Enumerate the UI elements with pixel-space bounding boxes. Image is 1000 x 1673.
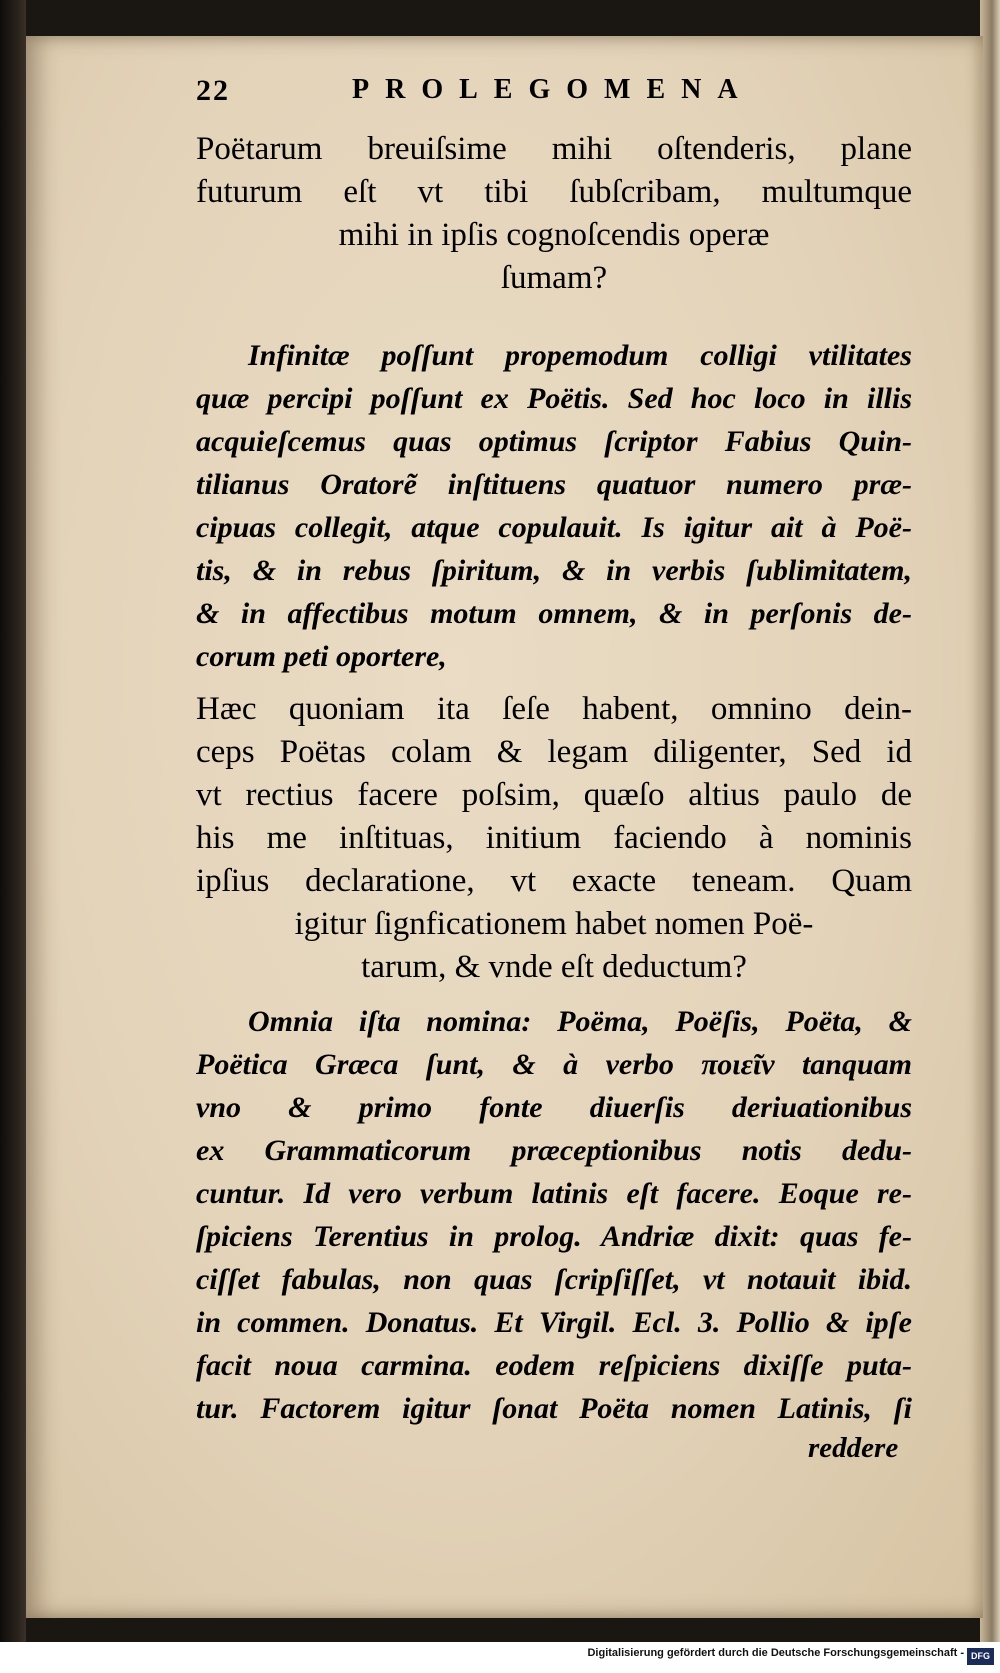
text-line: in commen. Donatus. Et Virgil. Ecl. 3. Pollio & ipſe: [196, 1306, 912, 1339]
page-header: [196, 74, 796, 124]
book-spine: [0, 0, 26, 1673]
text-line: acquieſcemus quas optimus ſcriptor Fabius Quin-: [196, 425, 912, 458]
funding-credit: Digitalisierung gefördert durch die Deutsche Forschungsgemeinschaft -: [587, 1647, 964, 1659]
catchword: reddere: [808, 1432, 899, 1464]
dfg-logo: DFG: [967, 1648, 994, 1665]
text-line: cipuas collegit, atque copulauit. Is igitur ait à Poë-: [196, 511, 912, 544]
text-line: tur. Factorem igitur ſonat Poëta nomen Latinis, ſi: [196, 1392, 912, 1425]
text-line: Infinitæ poſſunt propemodum colligi vtilitates: [248, 339, 912, 372]
text-line: his me inſtituas, initium faciendo à nominis: [196, 820, 912, 856]
paragraph-answer-1: [196, 334, 912, 678]
text-line: & in affectibus motum omnem, & in perſonis de-: [196, 597, 912, 630]
text-line: mihi in ipſis cognoſcendis operæ: [338, 217, 770, 253]
paragraph-question-2: [196, 688, 912, 989]
text-line: Omnia iſta nomina: Poëma, Poëſis, Poëta, &: [248, 1005, 912, 1038]
text-line: ceps Poëtas colam & legam diligenter, Sed id: [196, 734, 912, 770]
running-title: PROLEGOMENA: [352, 74, 754, 105]
text-line: quæ percipi poſſunt ex Poëtis. Sed hoc loco in illis: [196, 382, 912, 415]
text-line: Hæc quoniam ita ſeſe habent, omnino dein-: [196, 691, 912, 727]
page-edge: [980, 0, 1000, 1673]
text-line: corum peti oportere,: [196, 640, 447, 673]
text-line: Poëtarum breuiſsime mihi oſtenderis, plane: [196, 131, 912, 167]
text-line: facit noua carmina. eodem reſpiciens dixiſſe puta-: [196, 1349, 912, 1382]
text-line: tilianus Oratorẽ inſtituens quatuor numero præ-: [196, 468, 912, 501]
text-line: igitur ſignficationem habet nomen Poë-: [294, 906, 814, 942]
text-line: ipſius declaratione, vt exacte teneam. Quam: [196, 863, 912, 899]
text-line: futurum eſt vt tibi ſubſcribam, multumque: [196, 174, 912, 210]
text-line: cuntur. Id vero verbum latinis eſt facere. Eoque re-: [196, 1177, 912, 1210]
text-line: ſpiciens Terentius in prolog. Andriæ dixit: quas fe-: [196, 1220, 912, 1253]
paragraph-question-1: [196, 128, 912, 300]
paragraph-answer-2: [196, 1000, 912, 1430]
footer-bar: [0, 1642, 1000, 1673]
text-line: ſumam?: [500, 260, 608, 296]
page-number: 22: [196, 74, 230, 107]
text-line: tarum, & vnde eſt deductum?: [361, 949, 747, 985]
text-line: ex Grammaticorum præceptionibus notis dedu-: [196, 1134, 912, 1167]
text-line: vt rectius facere poſsim, quæſo altius paulo de: [196, 777, 912, 813]
text-line: vno & primo fonte diuerſis deriuationibus: [196, 1091, 912, 1124]
text-line: tis, & in rebus ſpiritum, & in verbis ſublimitatem,: [196, 554, 912, 587]
text-line: ciſſet fabulas, non quas ſcripſiſſet, vt notauit ibid.: [196, 1263, 912, 1296]
text-line: Poëtica Græca ſunt, & à verbo ποιεῖν tanquam: [196, 1048, 912, 1081]
